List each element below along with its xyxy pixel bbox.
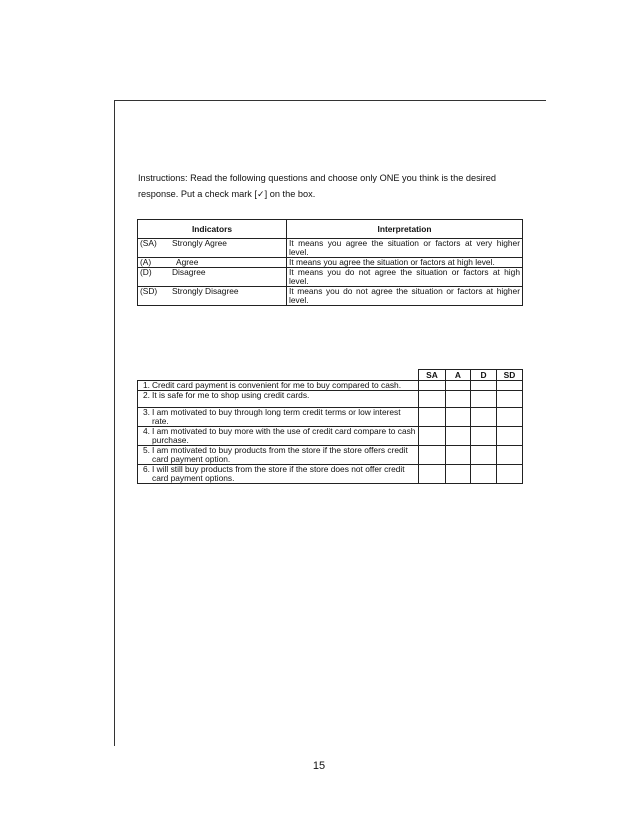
- page-number: 15: [312, 760, 326, 772]
- question-cell: [138, 408, 419, 427]
- question-text: Credit card payment is convenient for me to buy compared to cash.: [152, 380, 402, 390]
- checkbox-d[interactable]: [471, 408, 497, 427]
- survey-header-row: [138, 370, 523, 381]
- checkbox-sd[interactable]: [496, 408, 522, 427]
- legend-name: Disagree: [170, 268, 287, 287]
- checkbox-d[interactable]: [471, 446, 497, 465]
- column-header-sa: SA: [419, 370, 445, 381]
- legend-row-sa: [138, 239, 523, 258]
- legend-interpretation: It means you do not agree the situation or factors at higher level.: [287, 287, 523, 306]
- question-cell: [138, 381, 419, 391]
- legend-interpretation: It means you do not agree the situation or factors at high level.: [287, 268, 523, 287]
- checkbox-sd[interactable]: [496, 446, 522, 465]
- question-cell: [138, 446, 419, 465]
- question-number: 6.: [143, 464, 150, 474]
- checkbox-sa[interactable]: [419, 446, 445, 465]
- checkbox-d[interactable]: [471, 391, 497, 408]
- question-row: [138, 381, 523, 391]
- question-row: [138, 408, 523, 427]
- checkbox-sa[interactable]: [419, 381, 445, 391]
- legend-code: (SD): [138, 287, 171, 306]
- checkbox-sd[interactable]: [496, 391, 522, 408]
- checkbox-sa[interactable]: [419, 408, 445, 427]
- column-header-d: D: [471, 370, 497, 381]
- question-cell: [138, 427, 419, 446]
- question-text: I will still buy products from the store if the store does not offer credit card payment options.: [152, 464, 405, 483]
- legend-name: Strongly Agree: [170, 239, 287, 258]
- legend-code: (SA): [138, 239, 171, 258]
- legend-name: Agree: [170, 258, 287, 268]
- question-cell: [138, 391, 419, 408]
- question-row: [138, 446, 523, 465]
- interpretation-header: Interpretation: [287, 220, 523, 239]
- question-row: [138, 391, 523, 408]
- checkbox-sa[interactable]: [419, 465, 445, 484]
- legend-code: (D): [138, 268, 171, 287]
- page-frame-left: [114, 100, 115, 746]
- question-row: [138, 465, 523, 484]
- checkbox-sd[interactable]: [496, 381, 522, 391]
- question-text: I am motivated to buy more with the use of credit card compare to cash purchase.: [152, 426, 416, 445]
- question-text: It is safe for me to shop using credit cards.: [152, 390, 310, 400]
- legend-header-row: [138, 220, 523, 239]
- question-number: 3.: [143, 407, 150, 417]
- checkbox-sd[interactable]: [496, 427, 522, 446]
- checkbox-a[interactable]: [445, 465, 471, 484]
- legend-row-sd: [138, 287, 523, 306]
- survey-header-blank: [138, 370, 419, 381]
- checkbox-a[interactable]: [445, 408, 471, 427]
- legend-code: (A): [138, 258, 171, 268]
- legend-row-a: [138, 258, 523, 268]
- checkbox-sd[interactable]: [496, 465, 522, 484]
- column-header-a: A: [445, 370, 471, 381]
- checkbox-d[interactable]: [471, 427, 497, 446]
- checkbox-a[interactable]: [445, 381, 471, 391]
- question-row: [138, 427, 523, 446]
- question-number: 2.: [143, 390, 150, 400]
- legend-name: Strongly Disagree: [170, 287, 287, 306]
- question-cell: [138, 465, 419, 484]
- question-number: 4.: [143, 426, 150, 436]
- legend-row-d: [138, 268, 523, 287]
- instructions-text: Instructions: Read the following questions and choose only ONE you think is the desired response. Put a check mark [✓] on the box.: [138, 173, 497, 199]
- question-text: I am motivated to buy through long term credit terms or low interest rate.: [152, 407, 401, 426]
- checkbox-d[interactable]: [471, 381, 497, 391]
- legend-interpretation: It means you agree the situation or factors at very higher level.: [287, 239, 523, 258]
- checkbox-sa[interactable]: [419, 391, 445, 408]
- question-text: I am motivated to buy products from the store if the store offers credit card payment option.: [152, 445, 408, 464]
- page-frame-top: [114, 100, 546, 101]
- survey-table: [137, 369, 523, 484]
- checkbox-a[interactable]: [445, 391, 471, 408]
- checkbox-d[interactable]: [471, 465, 497, 484]
- checkbox-sa[interactable]: [419, 427, 445, 446]
- question-number: 5.: [143, 445, 150, 455]
- indicator-legend-table: [137, 219, 523, 306]
- column-header-sd: SD: [496, 370, 522, 381]
- checkbox-a[interactable]: [445, 427, 471, 446]
- legend-interpretation: It means you agree the situation or factors at high level.: [287, 258, 523, 268]
- indicators-header: Indicators: [138, 220, 287, 239]
- question-number: 1.: [143, 380, 150, 390]
- checkbox-a[interactable]: [445, 446, 471, 465]
